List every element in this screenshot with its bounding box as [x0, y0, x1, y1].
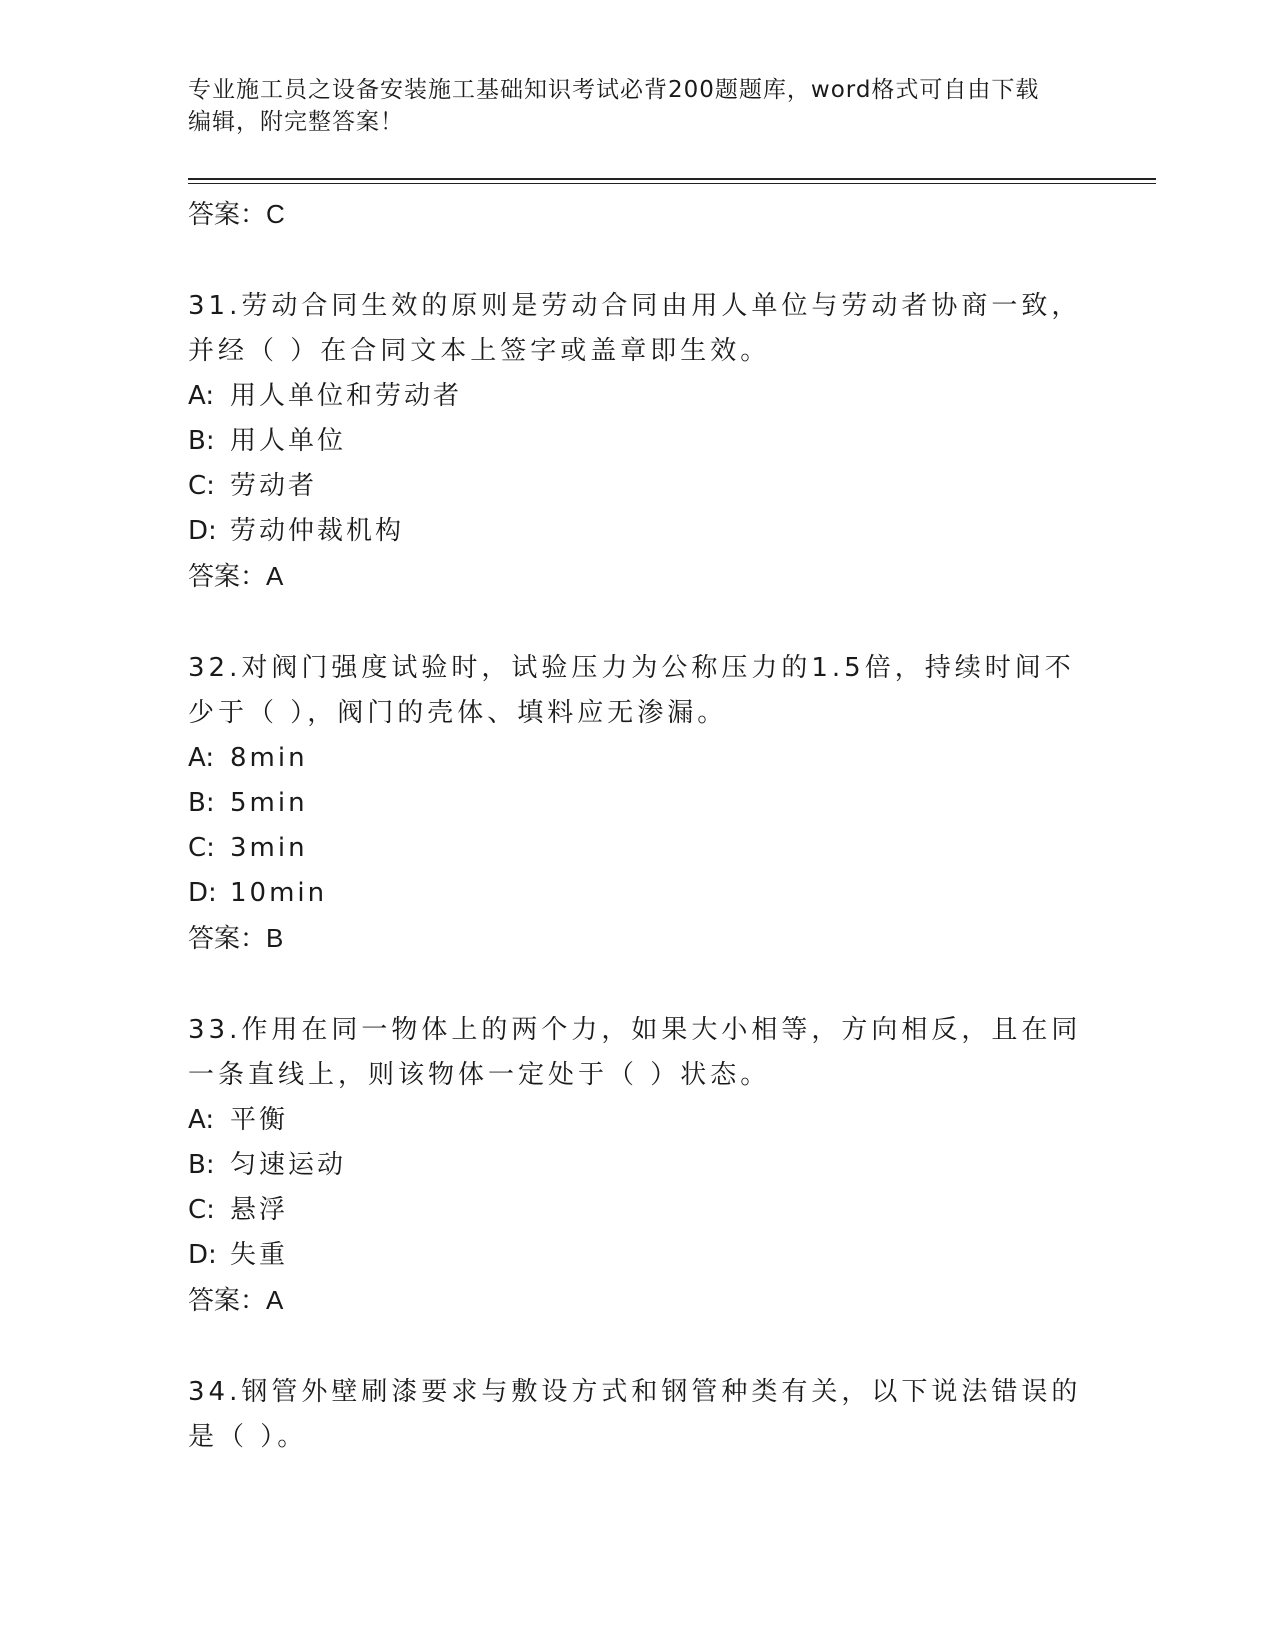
- option-key: A:: [188, 1105, 215, 1135]
- option-key: D:: [188, 878, 217, 908]
- option-text: 悬浮: [230, 1195, 289, 1225]
- question-text: 33.作用在同一物体上的两个力，如果大小相等，方向相反，且在同一条直线上，则该物体一定处于（ ）状态。: [188, 1015, 1082, 1090]
- option-text: 失重: [230, 1240, 289, 1270]
- question-31: [188, 284, 1088, 598]
- option-b: [188, 781, 1088, 826]
- option-c: [188, 1188, 1088, 1233]
- option-text: 用人单位: [230, 426, 347, 456]
- question-34: [188, 1370, 1088, 1460]
- header-divider-thin: [188, 183, 1156, 184]
- option-key: D:: [188, 516, 217, 546]
- option-text: 劳动仲裁机构: [230, 516, 405, 546]
- option-text: 劳动者: [230, 471, 318, 501]
- option-key: A:: [188, 743, 215, 773]
- question-text: 31.劳动合同生效的原则是劳动合同由用人单位与劳动者协商一致，并经（ ）在合同文本上签字或盖章即生效。: [188, 291, 1082, 366]
- header-title-line-2: 编辑，附完整答案！: [188, 109, 404, 135]
- answer-line: 答案：A: [188, 1285, 284, 1315]
- option-key: C:: [188, 833, 215, 863]
- question-list: [188, 190, 1088, 1460]
- option-text: 用人单位和劳动者: [230, 381, 463, 411]
- option-d: [188, 509, 1088, 554]
- option-a: [188, 1098, 1088, 1143]
- option-text: 5min: [230, 788, 308, 818]
- question-32: [188, 646, 1088, 960]
- option-text: 匀速运动: [230, 1150, 347, 1180]
- option-key: B:: [188, 1150, 215, 1180]
- header-title-line-1: 专业施工员之设备安装施工基础知识考试必背200题题库，word格式可自由下载: [188, 77, 1040, 103]
- question-33: [188, 1008, 1088, 1322]
- option-key: C:: [188, 471, 215, 501]
- option-text: 3min: [230, 833, 308, 863]
- option-key: B:: [188, 788, 215, 818]
- question-text: 34.钢管外壁刷漆要求与敷设方式和钢管种类有关，以下说法错误的是（ ）。: [188, 1377, 1082, 1452]
- header-divider-thick: [188, 178, 1156, 180]
- option-key: C:: [188, 1195, 215, 1225]
- question-text: 32.对阀门强度试验时，试验压力为公称压力的1.5倍，持续时间不少于（ ），阀门的壳体、填料应无渗漏。: [188, 653, 1075, 728]
- option-d: [188, 871, 1088, 916]
- document-header: [188, 74, 1068, 138]
- option-b: [188, 419, 1088, 464]
- answer-line: 答案：A: [188, 561, 284, 591]
- option-key: D:: [188, 1240, 217, 1270]
- option-text: 8min: [230, 743, 308, 773]
- answer-line-30: 答案：C: [188, 199, 285, 229]
- option-text: 10min: [230, 878, 328, 908]
- option-d: [188, 1233, 1088, 1278]
- answer-line: 答案：B: [188, 923, 284, 953]
- option-c: [188, 464, 1088, 509]
- option-c: [188, 826, 1088, 871]
- option-a: [188, 374, 1088, 419]
- option-key: B:: [188, 426, 215, 456]
- option-b: [188, 1143, 1088, 1188]
- option-key: A:: [188, 381, 215, 411]
- option-a: [188, 736, 1088, 781]
- option-text: 平衡: [230, 1105, 289, 1135]
